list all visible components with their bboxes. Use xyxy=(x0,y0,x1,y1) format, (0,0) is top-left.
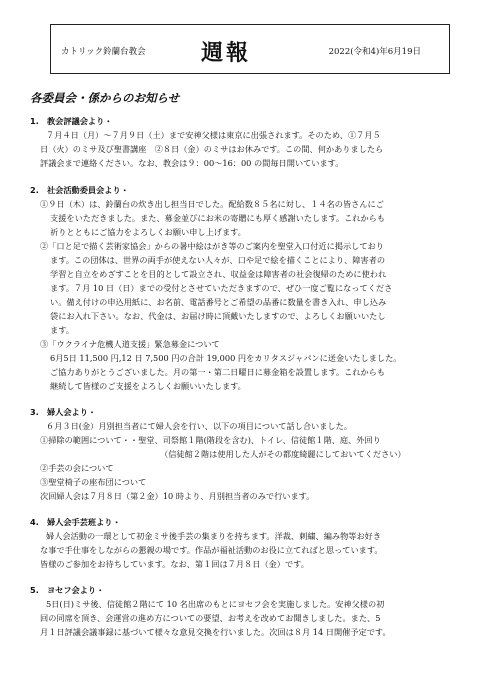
church-name: カトリック鈴蘭台教会 xyxy=(61,47,146,57)
bulletin-title: 週報 xyxy=(201,40,252,66)
section-2-line: い。備え付けの申込用紙に、お名前、電話番号とご希望の品番に数量を書き入れ、申し込み xyxy=(50,297,387,307)
section-3-line: ６月３日(金）月別担当者にて婦人会を行い、以下の項目について話し合いました。 xyxy=(46,421,352,431)
section-1-line: ７月４日（月）～７月９日（土）まで安神父様は東京に出張されます。そのため、①７月５ xyxy=(46,130,381,140)
section-3-line: ①掃除の範囲について・・聖堂、司祭館１階(階段を含む)、トイレ、信徒館１階、庭、外回り xyxy=(40,435,381,445)
section-1-line: 日（火）のミサ及び聖書講座 ②８日（金）のミサはお休みです。この間、何かありましたら xyxy=(40,144,384,154)
section-2-line: ②「口と足で描く芸術家協会」からの暑中絵はがき等のご案内を聖堂入口付近に掲示しており xyxy=(40,241,384,251)
section-2-line: ご協力ありがとうございました。月の第一・第二日曜日に募金箱を設置します。これからも xyxy=(50,367,386,377)
section-3-line: ②手芸の会について xyxy=(40,463,114,473)
section-4-heading: 4. 婦人会手芸班より・ xyxy=(30,517,121,527)
section-2-heading: 2. 社会活動委員会より・ xyxy=(30,185,129,195)
section-3-line: ③聖堂椅子の座布団について xyxy=(40,477,147,487)
section-2-line: 支援をいただきました。また、募金並びにお米の寄贈にも厚く感謝いたします。これからも xyxy=(50,213,386,223)
section-2-line: ③「ウクライナ危機人道支援」緊急募金について xyxy=(40,339,220,349)
section-2-line: 祈りとともにご協力をよろしくお願い申し上げます。 xyxy=(50,227,246,237)
section-2-line: ます。 xyxy=(50,325,74,335)
section-3-line: 次回婦人会は７月８日（第２金）10 時より、月別担当者のみで行います。 xyxy=(40,491,315,501)
section-title: 各委員会・係からのお知らせ xyxy=(30,91,180,105)
section-2-line: ます。７月 10 日（日）までの受付とさせていただきますので、ぜひ一度ご覧になってくださ xyxy=(50,283,393,293)
section-2-line: 6月5日 11,500 円,12 日 7,500 円の合計 19,000 円をカリタスジャパンに送金いたしました。 xyxy=(50,353,402,363)
bulletin-date: 2022(令和4)年6月19日 xyxy=(328,47,421,57)
header-box xyxy=(50,24,450,74)
section-2-line: ①９日（木）は、鈴蘭台の炊き出し担当日でした。配給数８５名に対し、１４名の皆さんにご xyxy=(40,199,384,209)
section-5-heading: 5. ヨセフ会より・ xyxy=(30,585,105,595)
section-5-line: 回の同席を頂き、会運営の進め方についての要望、お考えを改めてお聞きしました。また、5 xyxy=(40,613,381,623)
section-2-line: ます。この団体は、世界の両手が使えない人々が、口や足で絵を描くことにより、障害者の xyxy=(50,255,386,265)
section-1-line: 評議会まで連絡ください。なお、教会は９：00～16：00 の間毎日開いています。 xyxy=(40,158,344,168)
section-3-heading: 3. 婦人会より・ xyxy=(30,407,97,417)
section-2-line: 学習と自立をめざすことを目的として設立され、収益金は障害者の社会復帰のために使われ xyxy=(50,269,387,279)
section-2-line: 継続して皆様のご支援をよろしくお願いいたします。 xyxy=(50,381,246,391)
section-1-heading: 1. 教会評議会より・ xyxy=(30,116,113,126)
section-4-line: 皆様のご参加をお待ちしています。なお、第１回は７月８日（金）です。 xyxy=(40,559,309,569)
section-5-line: 5日(日)ミサ後、信徒館２階にて 10 名出席のもとにヨセフ会を実施しました。安神父様の初 xyxy=(46,599,385,609)
section-3-line: （信徒館２階は使用した人がその都度綺麗にしておいてください） xyxy=(160,449,406,459)
section-2-line: 袋にお入れ下さい。なお、代金は、お届け時に頂戴いたしますので、よろしくお願いいたし xyxy=(50,311,386,321)
section-4-line: な事で手仕事をしながらの懇親の場です。作品が福祉活動のお役に立てればと思っています。 xyxy=(40,545,383,555)
section-5-line: 月１日評議会議事録に基づいて様々な意見交換を行いました。次回は８月 14 日開催予定です。 xyxy=(40,627,391,637)
section-4-line: 婦人会活動の一環として初金ミサ後手芸の集まりを持ちます。洋裁、刺繍、編み物等お好き xyxy=(46,531,382,541)
